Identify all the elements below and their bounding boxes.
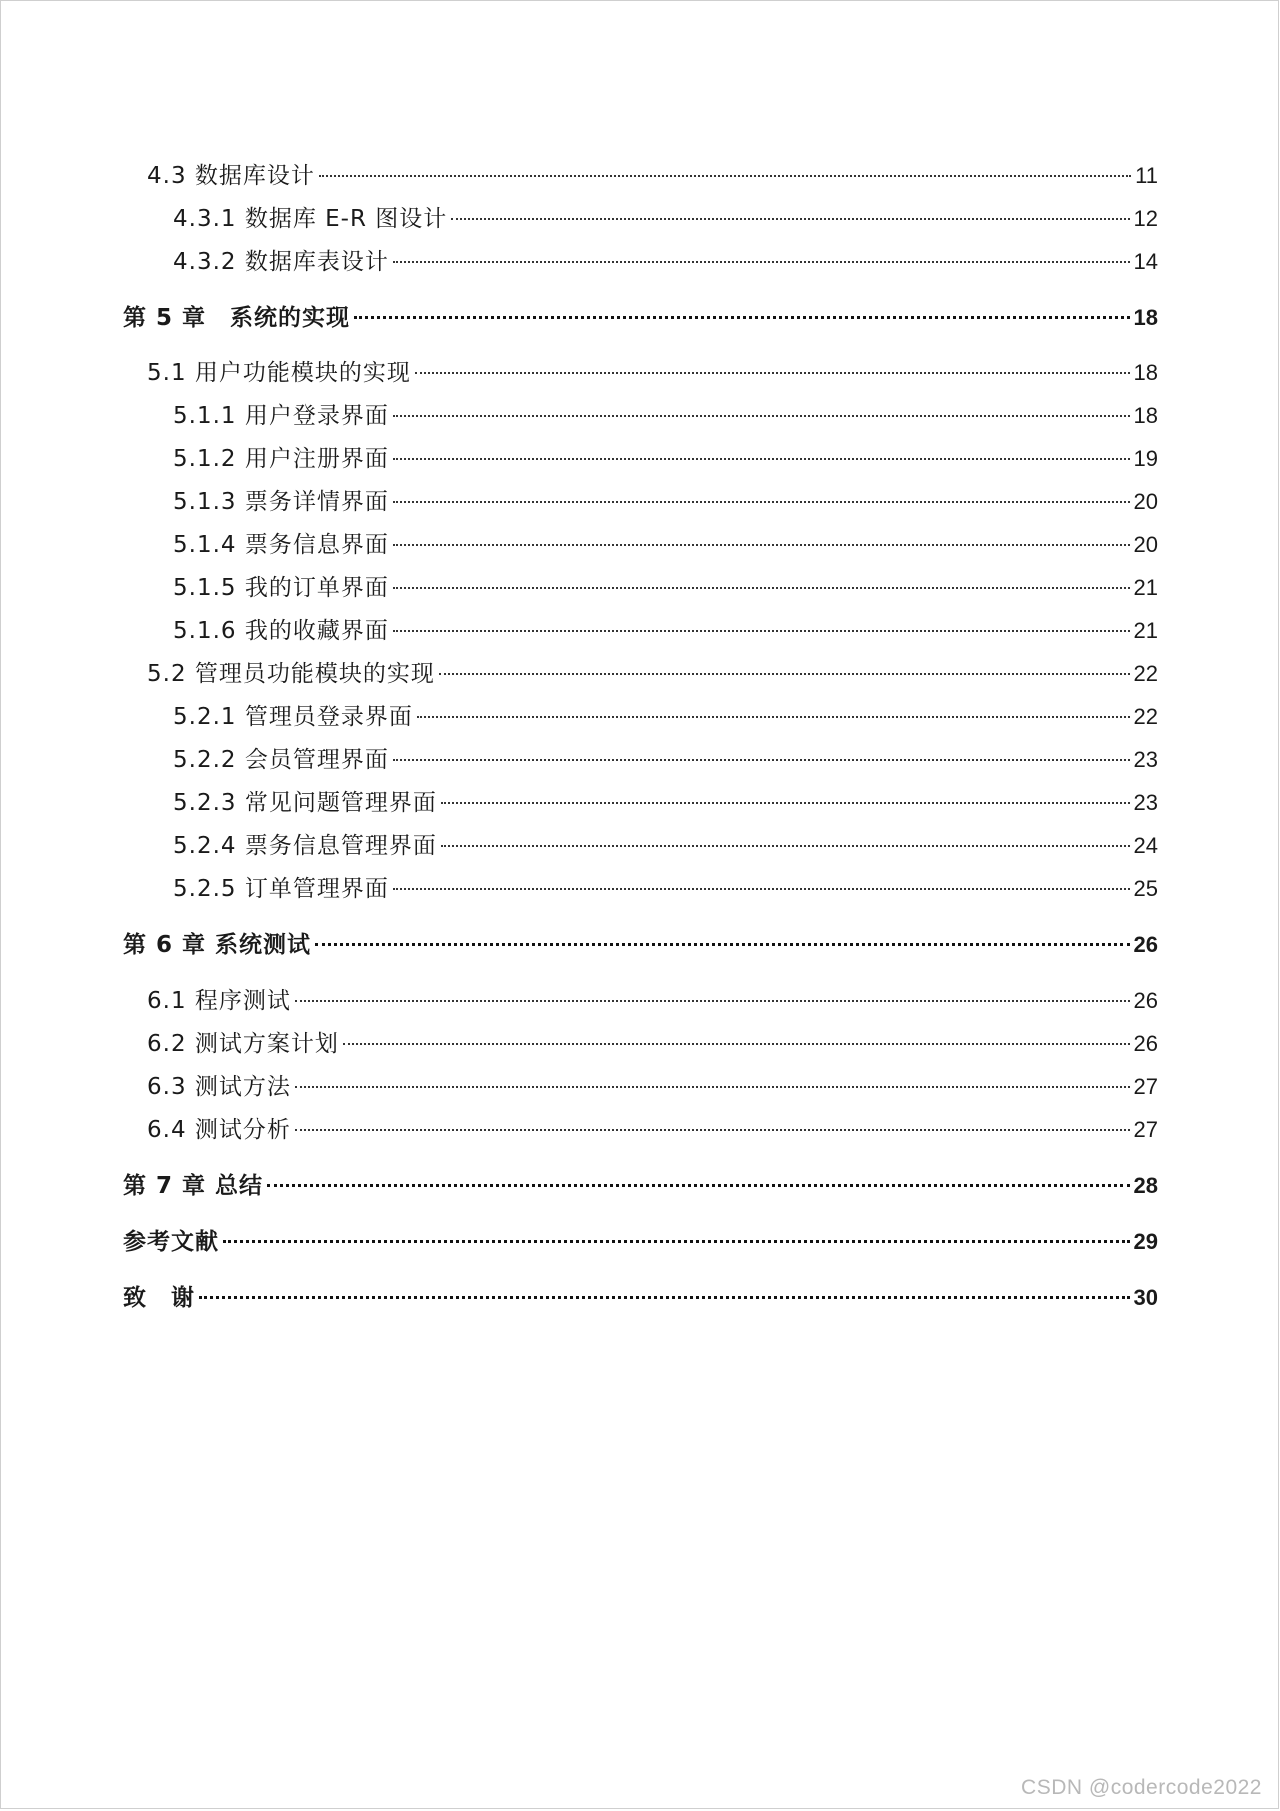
toc-entry-page: 14 (1133, 249, 1158, 274)
toc-entry-page: 26 (1133, 988, 1158, 1013)
dot-leader (295, 1086, 1130, 1088)
toc-entry[interactable] (173, 401, 1158, 431)
toc-entry[interactable] (147, 986, 1158, 1016)
toc-entry-page: 27 (1133, 1117, 1158, 1142)
toc-entry-page: 26 (1133, 932, 1158, 957)
toc-entry-page: 30 (1133, 1285, 1158, 1310)
toc-entry-title: 5.1.5 我的订单界面 (173, 575, 389, 601)
toc-entry[interactable] (173, 573, 1158, 603)
toc-entry-page: 20 (1133, 489, 1158, 514)
toc-entry[interactable] (173, 204, 1158, 234)
toc-entry[interactable] (147, 1029, 1158, 1059)
toc-entry[interactable] (147, 659, 1158, 689)
toc-entry-page: 23 (1133, 747, 1158, 772)
toc-entry[interactable] (173, 702, 1158, 732)
dot-leader (393, 261, 1130, 263)
toc-entry-page: 28 (1133, 1173, 1158, 1198)
dot-leader (199, 1296, 1130, 1299)
dot-leader (451, 218, 1129, 220)
toc-chapter-entry[interactable] (123, 1227, 1158, 1257)
toc-chapter-entry[interactable] (123, 930, 1158, 960)
toc-chapter-entry[interactable] (123, 303, 1158, 333)
toc-entry-page: 26 (1133, 1031, 1158, 1056)
dot-leader (393, 415, 1130, 417)
dot-leader (393, 587, 1130, 589)
toc-entry-title: 4.3.2 数据库表设计 (173, 249, 389, 275)
toc-entry-page: 12 (1133, 206, 1158, 231)
dot-leader (393, 544, 1130, 546)
toc-entry[interactable] (173, 788, 1158, 818)
toc-entry[interactable] (173, 487, 1158, 517)
dot-leader (354, 316, 1129, 319)
toc-entry[interactable] (147, 161, 1158, 191)
toc-entry-title: 致 谢 (123, 1285, 195, 1311)
toc-entry-title: 6.2 测试方案计划 (147, 1031, 339, 1057)
toc-entry-title: 5.1.6 我的收藏界面 (173, 618, 389, 644)
toc-chapter-entry[interactable] (123, 1171, 1158, 1201)
dot-leader (417, 716, 1130, 718)
toc-entry-title: 4.3 数据库设计 (147, 163, 315, 189)
toc-entry[interactable] (173, 530, 1158, 560)
dot-leader (393, 458, 1130, 460)
toc-entry[interactable] (173, 745, 1158, 775)
dot-leader (393, 630, 1130, 632)
toc-entry-page: 11 (1135, 163, 1158, 188)
toc-entry-page: 22 (1133, 704, 1158, 729)
toc-entry-page: 18 (1133, 360, 1158, 385)
toc-entry-page: 18 (1133, 305, 1158, 330)
toc-entry-title: 5.1.1 用户登录界面 (173, 403, 389, 429)
toc-entry-title: 5.1.3 票务详情界面 (173, 489, 389, 515)
toc-entry-title: 6.4 测试分析 (147, 1117, 291, 1143)
toc-entry-title: 5.1 用户功能模块的实现 (147, 360, 411, 386)
toc-entry-title: 6.3 测试方法 (147, 1074, 291, 1100)
dot-leader (415, 372, 1130, 374)
toc-entry[interactable] (173, 616, 1158, 646)
toc-entry[interactable] (173, 831, 1158, 861)
watermark-text: CSDN @codercode2022 (1021, 1776, 1262, 1799)
toc-entry-page: 21 (1133, 618, 1158, 643)
toc-entry-page: 18 (1133, 403, 1158, 428)
dot-leader (441, 802, 1130, 804)
toc-entry-title: 5.1.2 用户注册界面 (173, 446, 389, 472)
toc-entry[interactable] (173, 444, 1158, 474)
dot-leader (295, 1000, 1130, 1002)
dot-leader (393, 888, 1130, 890)
toc-chapter-entry[interactable] (123, 1283, 1158, 1313)
toc-entry[interactable] (147, 358, 1158, 388)
toc-entry-title: 参考文献 (123, 1229, 219, 1255)
toc-entry[interactable] (173, 247, 1158, 277)
dot-leader (223, 1240, 1130, 1243)
dot-leader (319, 175, 1131, 177)
toc-entry-page: 20 (1133, 532, 1158, 557)
toc-entry-title: 5.2.3 常见问题管理界面 (173, 790, 437, 816)
dot-leader (343, 1043, 1130, 1045)
toc-entry-page: 29 (1133, 1229, 1158, 1254)
dot-leader (441, 845, 1130, 847)
dot-leader (267, 1184, 1129, 1187)
toc-entry-title: 6.1 程序测试 (147, 988, 291, 1014)
toc-entry-page: 22 (1133, 661, 1158, 686)
toc-entry-page: 21 (1133, 575, 1158, 600)
toc-entry-page: 25 (1133, 876, 1158, 901)
toc-entry-title: 5.2.1 管理员登录界面 (173, 704, 413, 730)
toc-entry-title: 第 6 章 系统测试 (123, 932, 312, 958)
toc-entry-title: 第 5 章 系统的实现 (123, 305, 351, 331)
toc-entry-page: 23 (1133, 790, 1158, 815)
toc-entry[interactable] (147, 1115, 1158, 1145)
toc-entry[interactable] (147, 1072, 1158, 1102)
toc-entry-page: 27 (1133, 1074, 1158, 1099)
toc-entry-title: 5.2 管理员功能模块的实现 (147, 661, 435, 687)
dot-leader (295, 1129, 1130, 1131)
toc-entry-title: 5.1.4 票务信息界面 (173, 532, 389, 558)
toc-entry-title: 5.2.4 票务信息管理界面 (173, 833, 437, 859)
toc-entry-title: 第 7 章 总结 (123, 1173, 264, 1199)
dot-leader (393, 501, 1130, 503)
toc-entry-title: 5.2.2 会员管理界面 (173, 747, 389, 773)
toc-entry-title: 5.2.5 订单管理界面 (173, 876, 389, 902)
dot-leader (315, 943, 1129, 946)
toc-entry[interactable] (173, 874, 1158, 904)
toc-entry-page: 19 (1133, 446, 1158, 471)
toc-entry-title: 4.3.1 数据库 E-R 图设计 (173, 206, 448, 232)
dot-leader (393, 759, 1130, 761)
dot-leader (439, 673, 1130, 675)
toc-entry-page: 24 (1133, 833, 1158, 858)
